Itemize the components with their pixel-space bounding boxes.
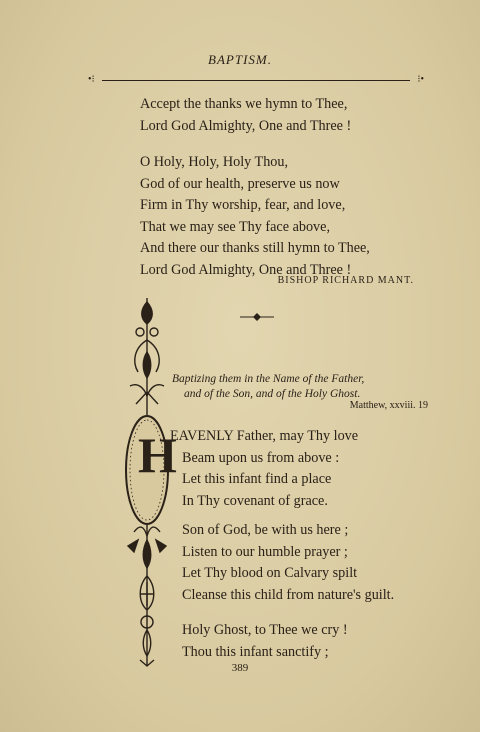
verse-line: O Holy, Holy, Holy Thou,: [140, 154, 289, 170]
scripture-reference: Matthew, xxviii. 19: [349, 400, 428, 411]
header-rule: [88, 74, 424, 86]
hymn-stanza-2: [182, 520, 394, 606]
rule-ornament-right-icon: ⁝•: [417, 74, 424, 85]
verse-line: Cleanse this child from nature's guilt.: [182, 586, 395, 603]
running-header: BAPTISM.: [208, 52, 272, 67]
author-attribution: BISHOP RICHARD MANT.: [277, 275, 414, 286]
verse-stanza-1: [140, 94, 351, 137]
epigraph-line: and of the Son, and of the Holy Ghost.: [184, 388, 361, 400]
verse-line: Accept the thanks we hymn to Thee,: [140, 96, 348, 112]
verse-line: That we may see Thy face above,: [140, 218, 331, 235]
rule-line: [102, 80, 410, 81]
verse-line: In Thy covenant of grace.: [182, 492, 328, 509]
verse-line: Firm in Thy worship, fear, and love,: [140, 197, 346, 213]
verse-stanza-2: [140, 152, 370, 281]
section-divider-icon: [240, 312, 274, 322]
page-number: 389: [231, 662, 249, 674]
verse-line: Holy Ghost, to Thee we cry !: [182, 622, 348, 638]
verse-line: Thou this infant sanctify ;: [182, 643, 329, 660]
verse-line: Let this infant find a place: [182, 471, 332, 487]
verse-line: Son of God, be with us here ;: [182, 522, 349, 538]
verse-line: God of our health, preserve us now: [140, 175, 340, 192]
drop-cap-initial: H: [138, 427, 177, 483]
verse-line: And there our thanks still hymn to Thee,: [140, 240, 370, 256]
verse-line: Lord God Almighty, One and Three !: [140, 117, 352, 134]
epigraph-line: Baptizing them in the Name of the Father,: [172, 373, 365, 385]
rule-ornament-left-icon: •⁝: [88, 74, 95, 85]
scripture-epigraph: [172, 372, 402, 402]
hymn-stanza-3: [182, 620, 348, 663]
verse-line: Beam upon us from above :: [182, 449, 340, 466]
hymn-stanza-1: [138, 426, 359, 512]
verse-line: Listen to our humble prayer ;: [182, 543, 348, 560]
verse-line-text: EAVENLY Father, may Thy love: [170, 428, 359, 444]
verse-line: Let Thy blood on Calvary spilt: [182, 565, 358, 581]
verse-line: Lord God Almighty, One and Three !: [140, 261, 352, 278]
